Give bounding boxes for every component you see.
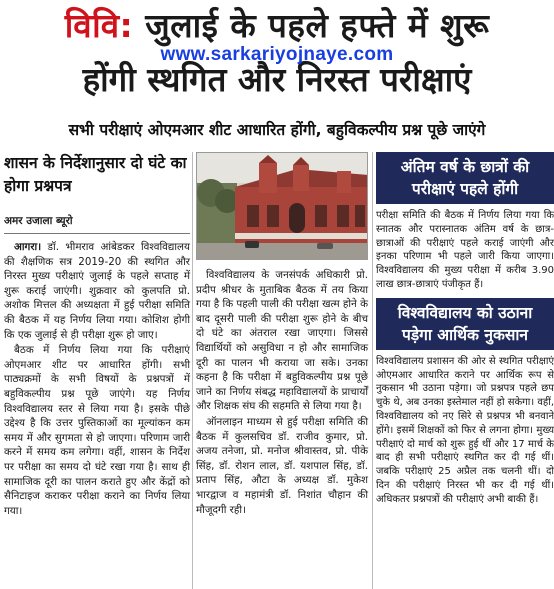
left-paragraph-1 — [4, 240, 190, 342]
byline: अमर उजाला ब्यूरो — [4, 215, 73, 227]
middle-paragraph-1: विश्वविद्यालय के जनसंपर्क अधिकारी प्रो. प्रदीप श्रीधर के मुताबिक बैठक में तय किया गया है कि पहली पाली की परीक्षा खत्म होने के बाद दूसरी पाली की परीक्षा शुरू होने के बीच दो घंटे का अंतराल रखा जाएगा। जिससे विद्यार्थियों को असुविधा न हो और सामाजिक दूरी का पालन भी कराया जा सके। उनका कहना है कि परीक्षा में बहुविकल्पीय प्रश्न पूछे जाने का निर्णय संबद्ध महाविद्यालयों के प्राचार्यों और शिक्षक संघ की सहमति से लिया गया है। — [196, 269, 368, 413]
left-body — [4, 240, 190, 518]
headline — [0, 0, 554, 98]
left-paragraph-2: बैठक में निर्णय लिया गया कि परीक्षाएं ओएमआर शीट पर आधारित होंगी। सभी पाठ्यक्रमों के सभी विषयों के प्रश्नपत्रों में बहुविकल्पीय प्रश्न पूछे जाएंगे। यह निर्णय विश्वविद्यालय स्तर से लिया गया है। इसके पीछे उद्देश्य है कि उत्तर पुस्तिकाओं का मूल्यांकन कम समय में और सुगमता से हो जाएगा। परिणाम जारी करने में समय कम लगेगा। वहीं, शासन के निर्देश पर परीक्षा का समय दो घंटे रखा गया है। साथ ही सामाजिक दूरी का पालन कराते हुए और केंद्रों को सैनिटाइज कराकर परीक्षा कराने का निर्णय लिया गया। — [4, 344, 190, 517]
headline-text-1: जुलाई के पहले हफ्ते में शुरू — [145, 6, 490, 45]
building-photo-illustration — [197, 153, 368, 260]
column-divider-2 — [372, 152, 373, 589]
dateline: आगरा। — [14, 241, 42, 253]
university-building-photo — [196, 152, 368, 260]
middle-paragraph-2: ऑनलाइन माध्यम से हुई परीक्षा समिति की बैठक में कुलसचिव डॉ. राजीव कुमार, प्रो. अजय तनेजा, प्रो. मनोज श्रीवास्तव, प्रो. पीके सिंह, डॉ. रोशन लाल, डॉ. यशपाल सिंह, डॉ. प्रताप सिंह, औटा के अध्यक्ष डॉ. मुकेश भारद्वाज व महामंत्री डॉ. निशांत चौहान की मौजूदगी रही। — [196, 415, 368, 516]
left-column — [4, 152, 190, 589]
left-paragraph-1-text: डॉ. भीमराव आंबेडकर विश्वविद्यालय की शैक्षणिक सत्र 2019-20 की स्थगित और निरस्त मुख्य परीक्षाएं जुलाई के पहले सप्ताह में शुरू कराई जाएंगी। शुक्रवार को कुलपति प्रो. अशोक मित्तल की अध्यक्षता में हुई परीक्षा समिति की बैठक में यह निर्णय लिया गया। कोशिश होगी कि एक जुलाई से ही परीक्षा शुरू हो जाए। — [4, 241, 190, 341]
headline-line-2: होंगी स्थगित और निरस्त परीक्षाएं — [82, 60, 472, 99]
final-year-box-title: अंतिम वर्ष के छात्रों की परीक्षाएं पहले होंगी — [376, 152, 554, 204]
middle-column — [196, 268, 368, 589]
financial-loss-box-title: विश्वविद्यालय को उठाना पड़ेगा आर्थिक नुकसान — [376, 298, 554, 350]
financial-loss-box-text: विश्वविद्यालय प्रशासन की ओर से स्थगित परीक्षाएं ओएमआर आधारित कराने पर आर्थिक रूप से नुकसान भी उठाना पड़ेगा। जो प्रश्नपत्र पहले छप चुके थे, अब उनका इस्तेमाल नहीं हो सकेगा। वहीं, विश्वविद्यालय को नए सिरे से प्रश्नपत्र भी बनवाने होंगे। इसमें शिक्षकों को फिर से लगना होगा। मुख्य परीक्षाएं दो मार्च को शुरू हुई थीं और 17 मार्च के बाद ही सभी परीक्षाएं स्थगित कर दी गई थीं। जबकि परीक्षाएं 25 अप्रैल तक चलनी थीं। दो दिन की परीक्षाएं निरस्त भी कर दी गई थीं। अधिकतर प्रश्नपत्रों की परीक्षाएं अभी बाकी हैं। — [376, 355, 554, 505]
headline-line-1 — [0, 2, 554, 47]
final-year-box-text: परीक्षा समिति की बैठक में निर्णय लिया गया कि स्नातक और परास्नातक अंतिम वर्ष के छात्र-छात्राओं की परीक्षाएं पहले कराई जाएंगी और इनका परिणाम भी पहले जारी किया जाएगा। विश्वविद्यालय की मुख्य परीक्षा में करीब 3.90 लाख छात्र-छात्राएं पंजीकृत हैं। — [376, 210, 554, 290]
right-column — [376, 152, 554, 589]
left-column-title: शासन के निर्देशानुसार दो घंटे का होगा प्रश्नपत्र — [4, 154, 187, 195]
column-divider-1 — [192, 152, 193, 589]
middle-body — [196, 268, 368, 517]
byline-divider — [4, 233, 190, 234]
headline-prefix: विवि: — [64, 6, 134, 45]
watermark-url: www.sarkariyojnaye.com — [160, 44, 394, 65]
subheadline: सभी परीक्षाएं ओएमआर शीट आधारित होंगी, बहुविकल्पीय प्रश्न पूछे जाएंगे — [68, 121, 486, 139]
